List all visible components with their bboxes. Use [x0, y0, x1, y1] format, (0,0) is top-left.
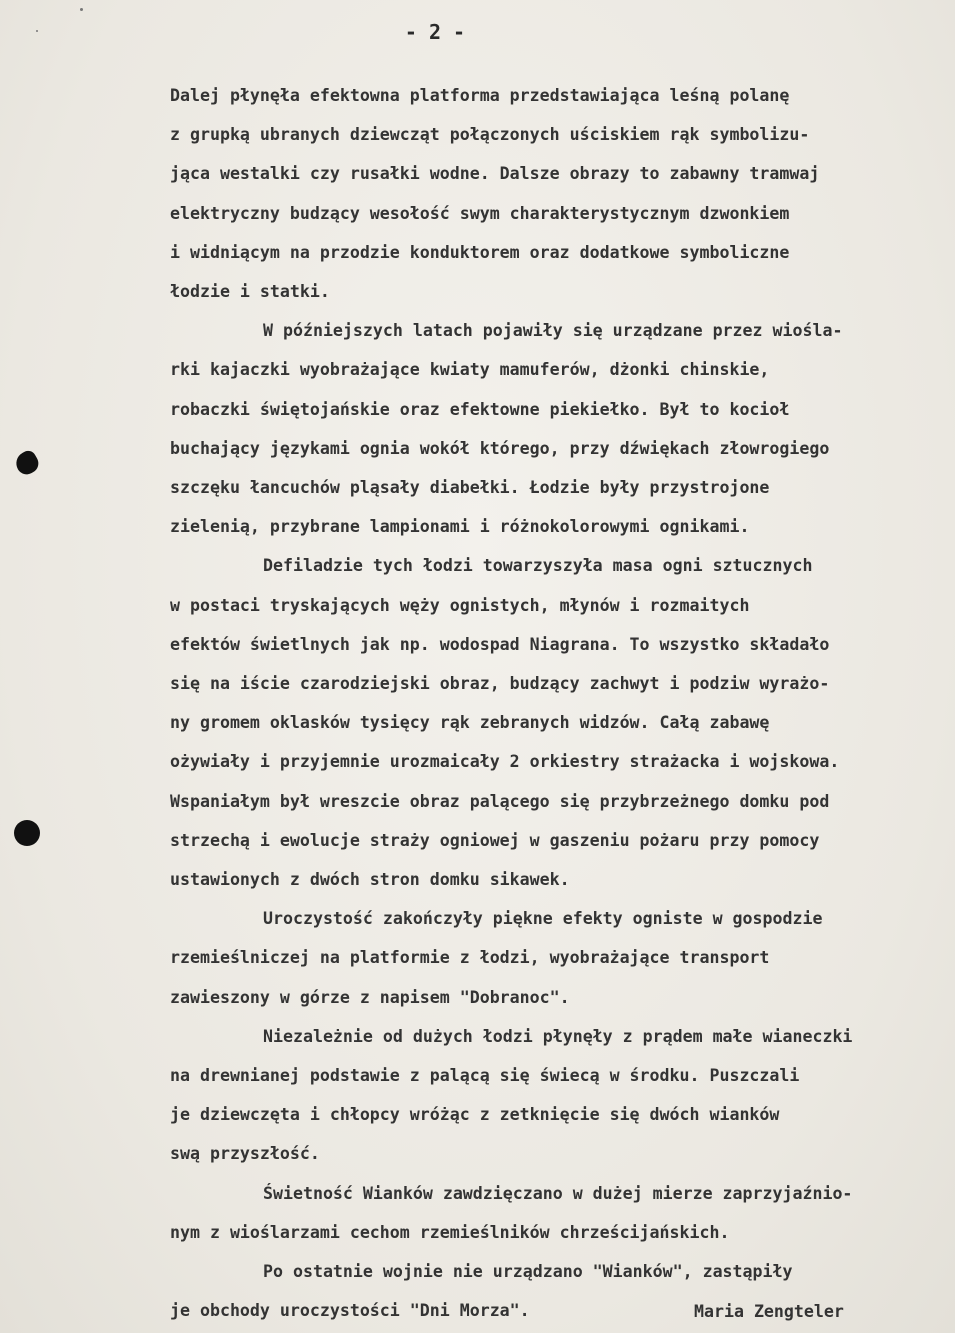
text-line: Uroczystość zakończyły piękne efekty ogniste w gospodzie [263, 909, 823, 929]
paper-speck [80, 8, 83, 11]
text-line: Po ostatnie wojnie nie urządzano "Wianków", zastąpiły [263, 1262, 793, 1282]
text-line: w postaci tryskających węży ognistych, młynów i rozmaitych [170, 595, 750, 615]
text-line: rzemieślniczej na platformie z łodzi, wyobrażające transport [170, 948, 770, 968]
text-line: robaczki świętojańskie oraz efektowne piekiełko. Był to kocioł [170, 399, 790, 419]
text-line: strzechą i ewolucje straży ogniowej w gaszeniu pożaru przy pomocy [170, 830, 820, 850]
body-text [170, 76, 950, 1331]
text-line: na drewnianej podstawie z palącą się świecą w środku. Puszczali [170, 1066, 800, 1086]
text-line: ustawionych z dwóch stron domku sikawek. [170, 870, 570, 890]
text-line: je obchody uroczystości "Dni Morza". [170, 1301, 530, 1321]
text-line: je dziewczęta i chłopcy wróżąc z zetknięcie się dwóch wianków [170, 1105, 780, 1125]
page-number: - 2 - [404, 20, 466, 44]
text-line: Niezależnie od dużych łodzi płynęły z prądem małe wianeczki [263, 1026, 853, 1046]
text-line: Defiladzie tych łodzi towarzyszyła masa ogni sztucznych [263, 556, 813, 576]
text-line: efektów świetlnych jak np. wodospad Niagrana. To wszystko składało [170, 634, 830, 654]
text-line: nym z wioślarzami cechom rzemieślników chrześcijańskich. [170, 1222, 730, 1242]
text-line: szczęku łancuchów pląsały diabełki. Łodzie były przystrojone [170, 478, 770, 498]
signature: Maria Zengteler [694, 1302, 844, 1321]
text-line: jąca westalki czy rusałki wodne. Dalsze obrazy to zabawny tramwaj [170, 164, 820, 184]
text-line: Świetność Wianków zawdzięczano w dużej mierze zaprzyjaźnio- [263, 1183, 853, 1203]
punch-hole [14, 820, 40, 846]
text-line: swą przyszłość. [170, 1144, 320, 1164]
text-line: i widniącym na przodzie konduktorem oraz dodatkowe symboliczne [170, 242, 790, 262]
text-line: ny gromem oklasków tysięcy rąk zebranych widzów. Całą zabawę [170, 713, 770, 733]
text-line: rki kajaczki wyobrażające kwiaty mamuferów, dżonki chinskie, [170, 360, 770, 380]
text-line: buchający językami ognia wokół którego, przy dźwiękach złowrogiego [170, 438, 830, 458]
text-line: elektryczny budzący wesołość swym charakterystycznym dzwonkiem [170, 203, 790, 223]
text-line: Dalej płynęła efektowna platforma przedstawiająca leśną polanę [170, 86, 790, 105]
text-line: Wspaniałym był wreszcie obraz palącego się przybrzeżnego domku pod [170, 791, 830, 811]
text-line: się na iście czarodziejski obraz, budzący zachwyt i podziw wyrażo- [170, 674, 830, 694]
text-line: ożywiały i przyjemnie urozmaicały 2 orkiestry strażacka i wojskowa. [170, 752, 840, 772]
punch-hole-mark [12, 448, 42, 478]
text-line: zielenią, przybrane lampionami i różnokolorowymi ognikami. [170, 517, 750, 537]
text-line: łodzie i statki. [170, 282, 330, 302]
text-line: W późniejszych latach pojawiły się urządzane przez wiośla- [263, 321, 843, 341]
text-line: z grupką ubranych dziewcząt połączonych uściskiem rąk symbolizu- [170, 125, 810, 145]
text-line: zawieszony w górze z napisem "Dobranoc". [170, 987, 570, 1007]
